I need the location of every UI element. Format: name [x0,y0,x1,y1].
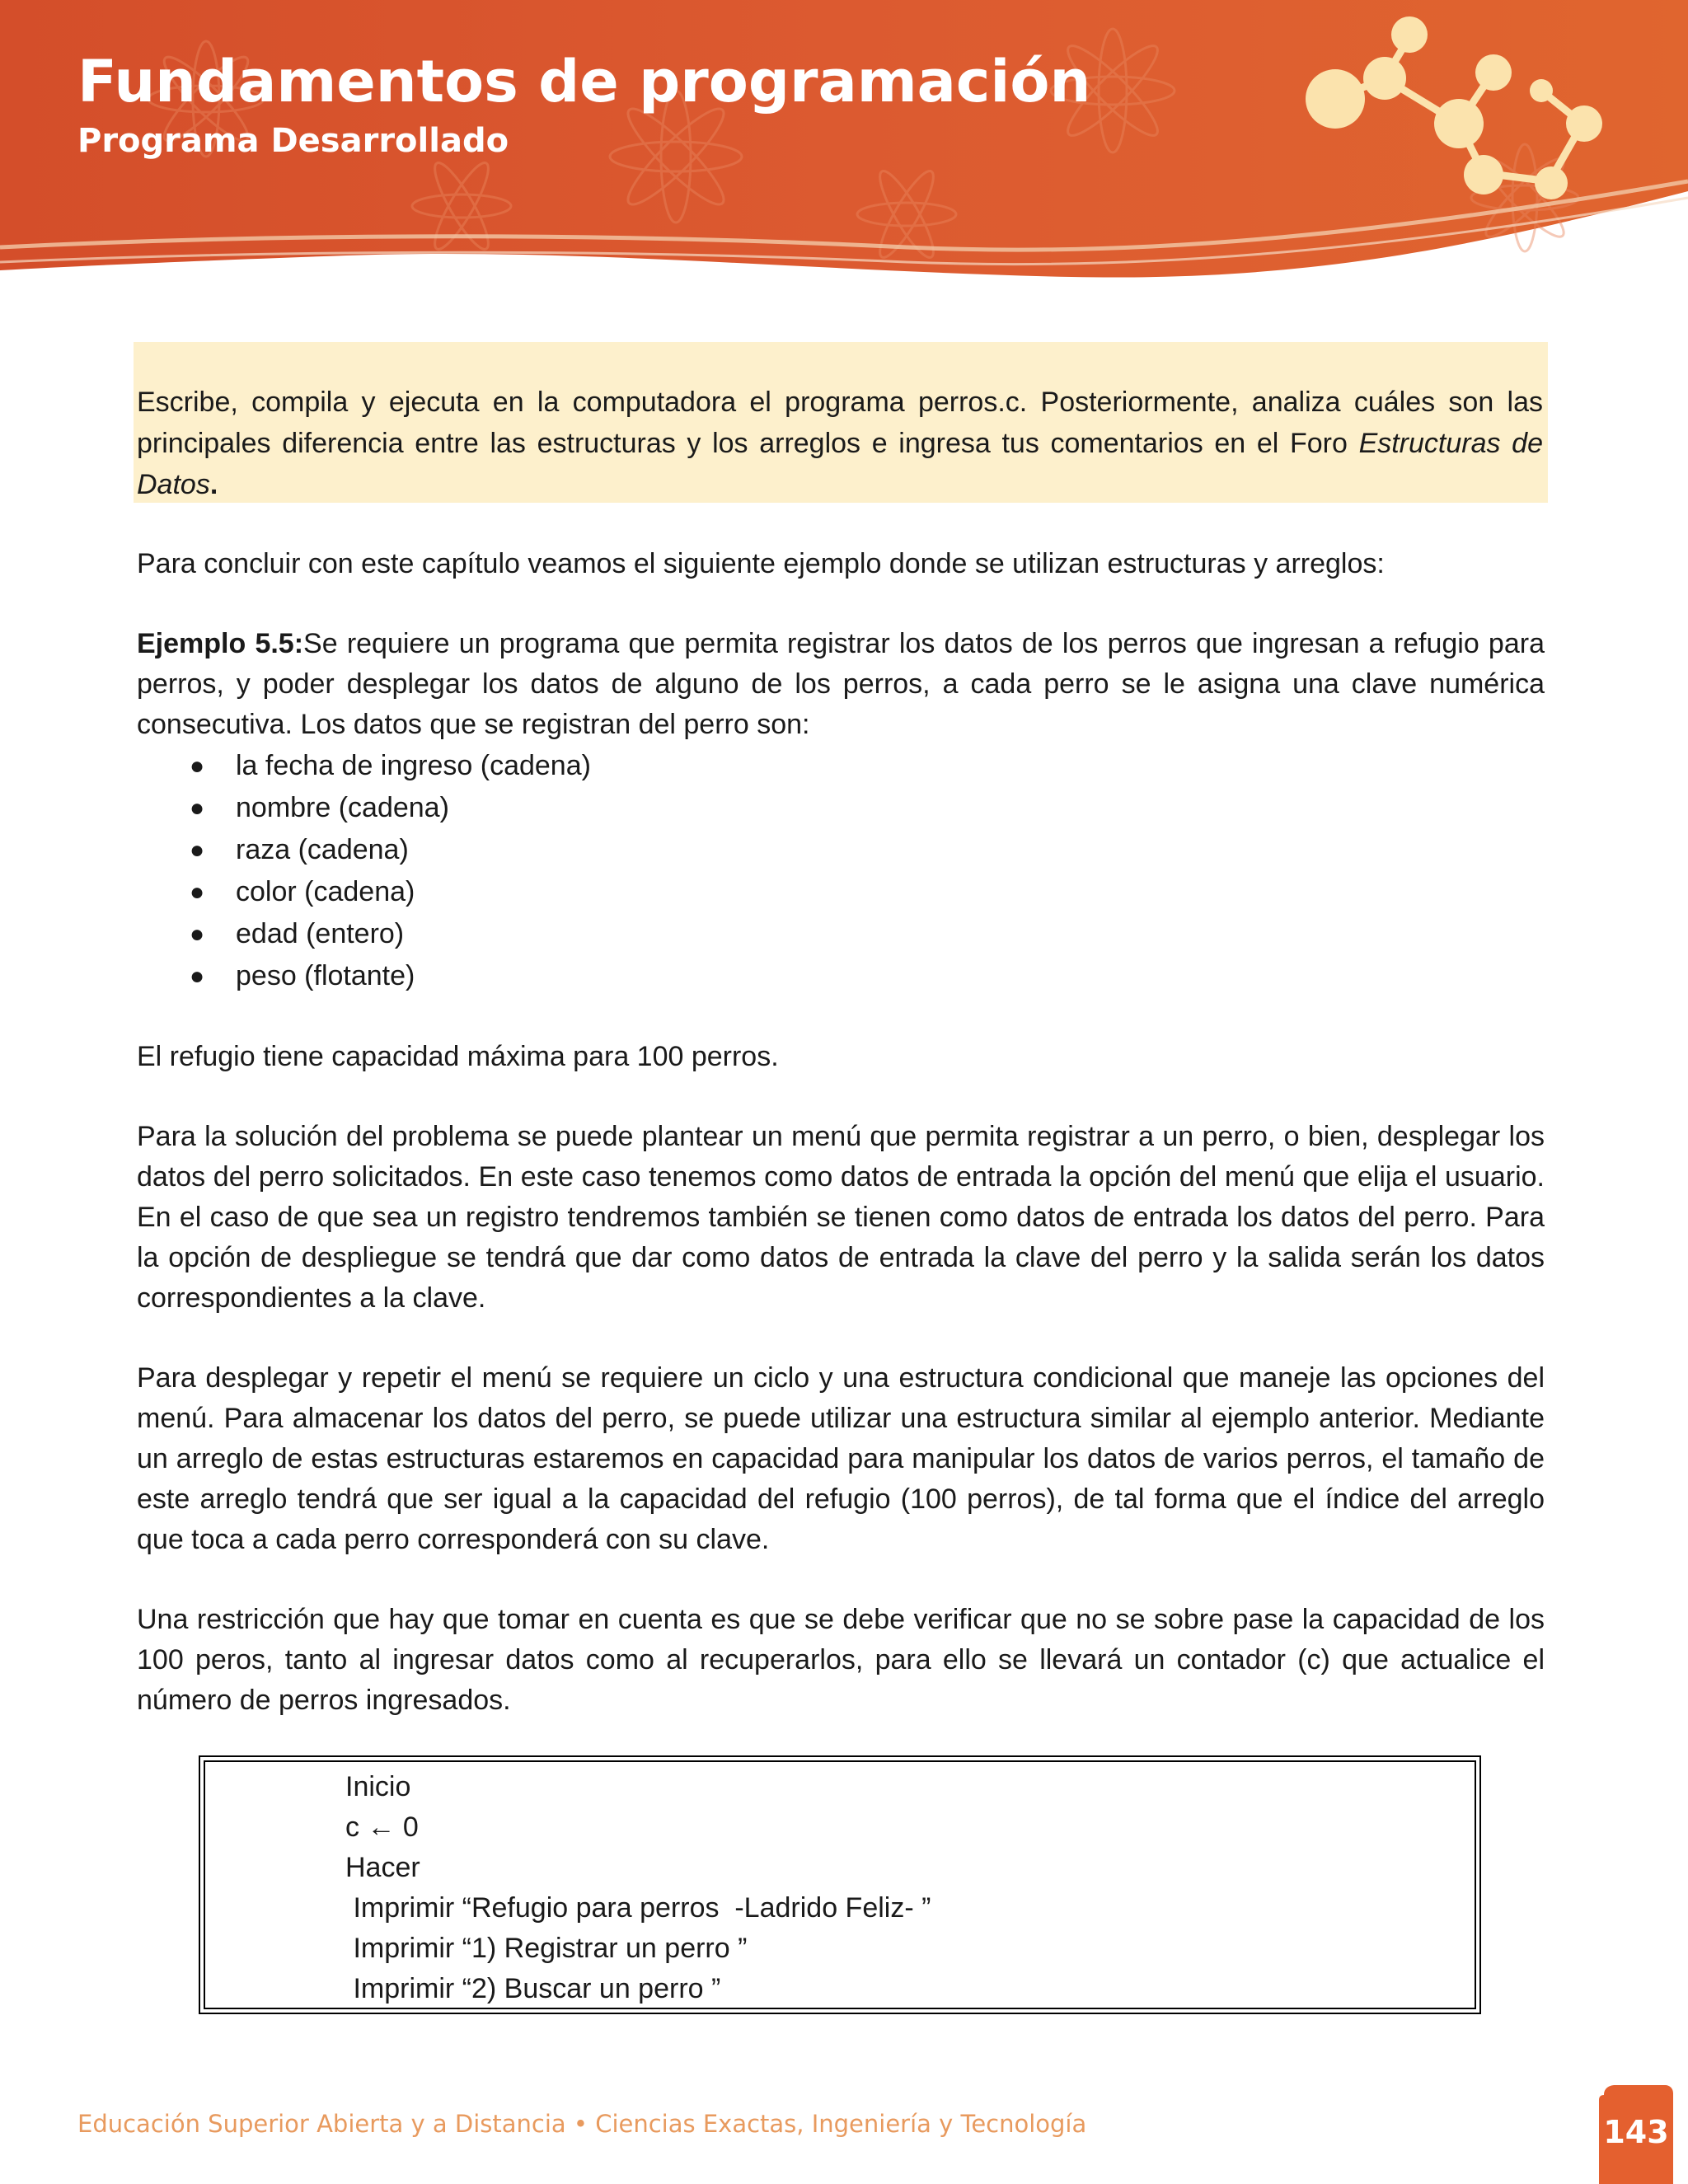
capacity-paragraph: El refugio tiene capacidad máxima para 100 perros. [137,1041,779,1072]
pseudocode-line: Hacer [345,1852,420,1883]
solution-paragraph: Para la solución del problema se puede plantear un menú que permita registrar a un perro, o bien, desplegar los datos del perro solicitados. En este caso tenemos como datos de entrada la opción del menú que elija el usuario. En el caso de que sea un registro tendremos también se tienen como datos de entrada los datos del perro. Para la opción de despliegue se tendrá que dar como datos de entrada la clave del perro y la salida serán los datos correspondientes a la clave. [137,1121,1545,1314]
list-item: ● nombre (cadena) [137,787,1545,829]
footer-text: Educación Superior Abierta y a Distancia • Ciencias Exactas, Ingeniería y Tecnología [77,2110,1087,2138]
forum-period: . [209,469,218,500]
intro-paragraph: Para concluir con este capítulo veamos el siguiente ejemplo donde se utilizan estructuras y arreglos: [137,548,1385,579]
bullet-icon: ● [190,837,205,864]
list-item: ● raza (cadena) [137,829,1545,871]
page-number: 143 [1603,2114,1669,2150]
activity-instructions: Escribe, compila y ejecuta en la computadora el programa perros.c. Posteriormente, analiza cuáles son las principales diferencia entre las estructuras y los arreglos e ingresa tus comentarios en el Foro [137,387,1543,459]
bullet-icon: ● [190,879,205,906]
page-header [0,0,1688,297]
example-paragraph [137,624,1545,745]
activity-text [137,382,1543,505]
pseudocode-line: Inicio [345,1771,411,1802]
pseudocode-line: Imprimir “Refugio para perros -Ladrido Feliz- ” [345,1892,931,1924]
pseudocode-line: Imprimir “1) Registrar un perro ” [345,1933,748,1964]
main-content [137,544,1545,1721]
dog-fields-list [137,745,1545,997]
pseudocode-line: c ← 0 [345,1811,419,1843]
list-item: ● la fecha de ingreso (cadena) [137,745,1545,787]
example-text: Se requiere un programa que permita registrar los datos de los perros que ingresan a refugio para perros, y poder desplegar los datos de alguno de los perros, a cada perro se le asigna una clave numérica consecutiva. Los datos que se registran del perro son: [137,628,1545,740]
bullet-icon: ● [190,794,205,822]
page-subtitle: Programa Desarrollado [77,122,509,160]
list-item: ● color (cadena) [137,871,1545,913]
bullet-icon: ● [190,921,205,948]
list-item: ● peso (flotante) [137,955,1545,997]
page-title: Fundamentos de programación [77,48,1091,115]
menu-paragraph: Para desplegar y repetir el menú se requiere un ciclo y una estructura condicional que maneje las opciones del menú. Para almacenar los datos del perro, se puede utilizar una estructura similar al ejemplo anterior. Mediante un arreglo de estas estructuras estaremos en capacidad para manipular los datos de varios perros, el tamaño de este arreglo tendrá que ser igual a la capacidad del refugio (100 perros), de tal forma que el índice del arreglo que toca a cada perro corresponderá con su clave. [137,1362,1545,1555]
bullet-icon: ● [190,752,205,780]
bullet-icon: ● [190,963,205,990]
forum-name: Estructuras de Datos [137,428,1543,500]
activity-box [134,342,1548,503]
example-label: Ejemplo 5.5: [137,628,304,659]
list-item: ● edad (entero) [137,913,1545,955]
restriction-paragraph: Una restricción que hay que tomar en cuenta es que se debe verificar que no se sobre pase la capacidad de los 100 peros, tanto al ingresar datos como al recuperarlos, para ello se llevará un contador (c) que actualice el número de perros ingresados. [137,1604,1545,1716]
pseudocode-box [204,1760,1476,2009]
pseudocode-line: Imprimir “2) Buscar un perro ” [345,1973,721,2004]
